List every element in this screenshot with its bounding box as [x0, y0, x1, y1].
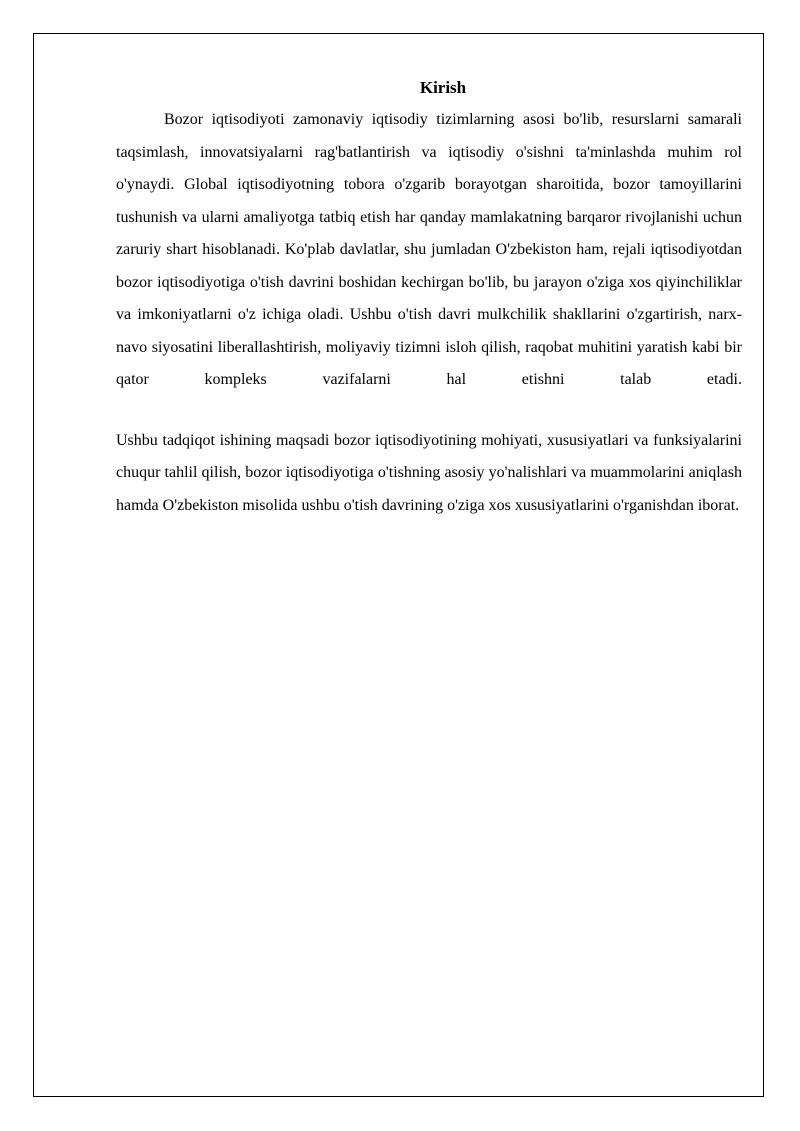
paragraph-introduction: Bozor iqtisodiyoti zamonaviy iqtisodiy tizimlarning asosi bo'lib, resurslarni samarali taqsimlash, innovatsiyalarni rag'batlantirish va iqtisodiy o'sishni ta'minlashda muhim rol o'ynaydi. Global iqtisodiyotning tobora o'zgarib borayotgan sharoitida, bozor tamoyillarini tushunish va ularni amaliyotga tatbiq etish har qanday mamlakatning barqaror rivojlanishi uchun zaruriy shart hisoblanadi. Ko'plab davlatlar, shu jumladan O'zbekiston ham, rejali iqtisodiyotdan bozor iqtisodiyotiga o'tish davrini boshidan kechirgan bo'lib, bu jarayon o'ziga xos qiyinchiliklar va imkoniyatlarni o'z ichiga oladi. Ushbu o'tish davri mulkchilik shakllarini o'zgartirish, narx-navo siyosatini liberallashtirish, moliyaviy tizimni isloh qilish, raqobat muhitini yaratish kabi bir qator kompleks vazifalarni hal etishni talab etadi.	[116, 111, 742, 388]
document-title: Kirish	[419, 78, 467, 97]
paragraph-research-goal: Ushbu tadqiqot ishining maqsadi bozor iqtisodiyotining mohiyati, xususiyatlari va funksiyalarini chuqur tahlil qilish, bozor iqtisodiyotiga o'tishning asosiy yo'nalishlari va muammolarini aniqlash hamda O'zbekiston misolida ushbu o'tish davrining o'ziga xos xususiyatlarini o'rganishdan iborat.	[116, 431, 742, 514]
document-body	[116, 76, 742, 522]
